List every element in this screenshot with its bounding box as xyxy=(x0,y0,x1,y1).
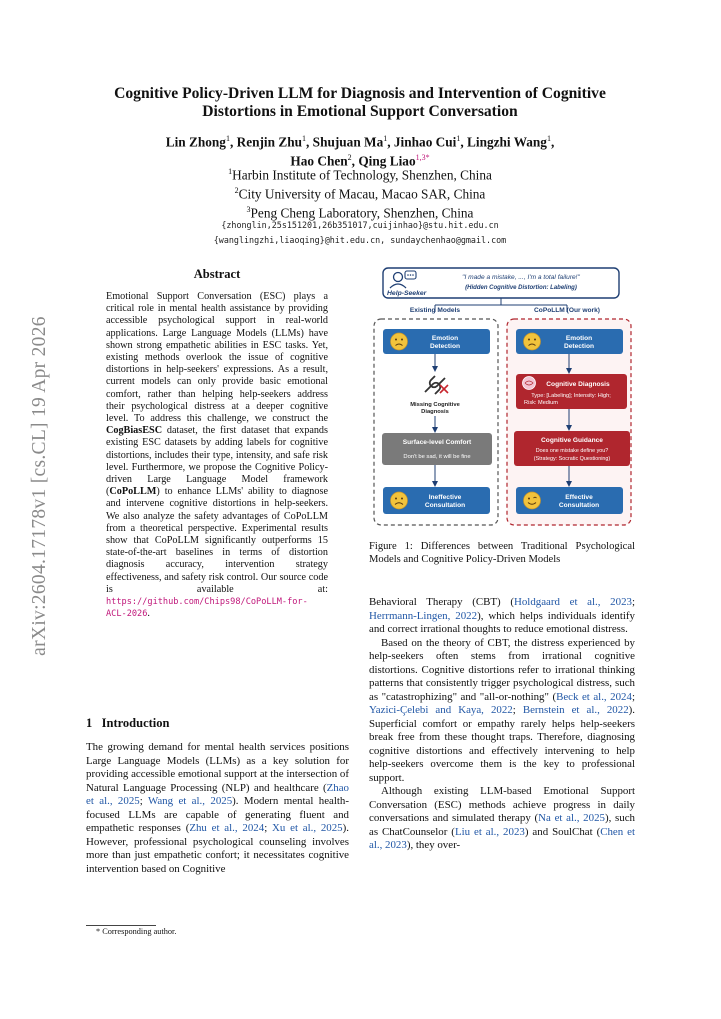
citation-link[interactable]: Wang et al., 2025 xyxy=(147,795,233,807)
sad-face-icon xyxy=(524,333,541,350)
author: Qing Liao xyxy=(358,153,416,169)
cognitive-guidance-question: Does one mistake define you? xyxy=(535,448,609,454)
ineffective-consultation-text: Ineffective Consultation xyxy=(424,494,466,509)
citation-link[interactable]: Bernstein et al., 2022 xyxy=(522,704,629,716)
affiliation: $^1$Harbin Institute of Technology, Shenzhen, China xyxy=(228,167,492,183)
intro-right-column: Behavioral Therapy (CBT) (Holdgaard et al., 2023; Herrmann-Lingen, 2022), which helps individuals identify and correct irrational thoughts to reduce emotional distress. Based on the theory of CBT, the distress experienced by help-seekers often stems from irrational cognitive distortions. Cognitive distortions refer to irrational thinking patterns that consistently trigger psychological distress, such as "catastrophizing" and "all-or-nothing" (Beck et al., 2024; Yazici-Çelebi and Kaya, 2022; Bernstein et al., 2022). Superficial comfort or empathy rarely helps help-seekers break free from these thought traps. Therefore, diagnosing cognitive distortions and effectively intervening to help help-seekers overcome them is the key to professional support. Although existing LLM-based Emotional Support Conversation (ESC) methods achieve progress in daily conversations and simulated therapy (Na et al., 2025), such as ChatCounselor (Liu et al., 2023) and SoulChat (Chen et al., 2023), they over- xyxy=(369,596,636,851)
brain-icon xyxy=(523,377,536,390)
citation-link[interactable]: Zhu et al., 2024 xyxy=(189,822,265,834)
copollm-label: CoPoLLM (Our work) xyxy=(534,307,600,314)
title-line-1: Cognitive Policy-Driven LLM for Diagnosis and Intervention of Cognitive xyxy=(114,85,606,102)
broken-link-icon xyxy=(425,376,448,394)
effective-consultation-text: Effective Consultation xyxy=(558,494,600,509)
authors-line-1: Lin Zhong$^1$, Renjin Zhu$^1$, Shujuan Ma$^1$, Jinhao Cui$^1$, Lingzhi Wang$^1$, xyxy=(165,134,555,150)
author: Jinhao Cui xyxy=(393,134,457,150)
authors-line-2: Hao Chen$^2$, Qing Liao$^{1,3*}$ xyxy=(290,153,430,169)
citation-link[interactable]: Zhao et al., 2025 xyxy=(86,781,349,807)
author: Lin Zhong xyxy=(165,134,226,150)
author-emails: {zhonglin,25s151201,26b351017,cuijinhao}@stu.hit.edu.cn {wanglingzhi,liaoqing}@hit.edu.cn, sundaychenhao@gmail.com xyxy=(213,220,507,245)
affiliations xyxy=(80,164,640,221)
missing-diagnosis-label: Missing Cognitive Diagnosis xyxy=(410,402,460,415)
emotion-detection-text-right: Emotion Detection xyxy=(563,335,595,350)
citation-link[interactable]: Chen et al., 2023 xyxy=(369,825,635,851)
existing-models-label: Existing Models xyxy=(409,307,461,314)
citation-link[interactable]: Na et al., 2025 xyxy=(538,812,605,824)
section-heading-introduction: 1 Introduction xyxy=(86,716,170,730)
hidden-distortion-label: (Hidden Cognitive Distortion: Labeling) xyxy=(465,285,577,291)
intro-left-column: The growing demand for mental health services positions Large Language Models (LLMs) as a key solution for providing accessible emotional support at the intersection of Natural Language Processing (NLP) and healthcare (Zhao et al., 2025; Wang et al., 2025). Modern mental health-focused LLMs are capable of generating fluent and empathetic responses (Zhu et al., 2024; Xu et al., 2025). However, professional psychological counseling involves more than just empathetic confort; it necessitates cognitive intervention based on Cognitive xyxy=(86,741,349,875)
smile-face-icon xyxy=(524,492,541,509)
source-code-link[interactable]: https://github.com/Chips98/CoPoLLM-for-ACL-2026 xyxy=(106,597,308,620)
author: Lingzhi Wang xyxy=(467,134,547,150)
surface-comfort-box xyxy=(382,433,492,465)
worried-face-icon xyxy=(391,492,408,509)
figure-1 xyxy=(369,265,635,527)
citation-link[interactable]: Yazici-Çelebi and Kaya, 2022 xyxy=(369,704,513,716)
affiliation: $^3$Peng Cheng Laboratory, Shenzhen, China xyxy=(246,204,474,221)
abstract-heading: Abstract xyxy=(193,267,241,281)
seeker-quote: "I made a mistake, ..., I'm a total failure!" xyxy=(462,274,580,281)
citation-link[interactable]: Herrmann-Lingen, 2022 xyxy=(369,609,478,622)
affiliation: $^2$City University of Macau, Macao SAR, China xyxy=(234,185,486,202)
cognitive-diagnosis-text: Type: [Labeling]; Intensity: High; Risk: Medium xyxy=(524,393,611,406)
emotion-detection-text-left: Emotion Detection xyxy=(429,335,461,350)
author: Hao Chen xyxy=(290,153,348,169)
surface-comfort-title: Surface-level Comfort xyxy=(402,439,472,446)
footnote-rule xyxy=(86,925,156,926)
citation-link[interactable]: Xu et al., 2025 xyxy=(272,822,343,834)
figure-caption: Figure 1: Differences between Traditional Psychological Models and Cognitive Policy-Driven Models xyxy=(369,541,635,565)
citation-link[interactable]: Liu et al., 2023 xyxy=(454,825,525,838)
citation-link[interactable]: Beck et al., 2024 xyxy=(556,690,632,703)
figure-diagram xyxy=(369,265,635,527)
paper-title xyxy=(80,85,640,121)
cognitive-diagnosis-title: Cognitive Diagnosis xyxy=(546,381,610,388)
arxiv-stamp: arXiv:2604.17178v1 [cs.CL] 19 Apr 2026 xyxy=(29,316,50,656)
author: Renjin Zhu xyxy=(236,134,303,150)
abstract-body: Emotional Support Conversation (ESC) plays a critical role in mental health assistance by providing accessible psychological support in real-world applications. Large Language Models (LLMs) have shown strong empathetic abilities in ESC tasks. Yet, existing methods overlook the issue of cognitive distortions in help-seekers' expressions. As a result, current models can only provide basic emotional comfort, rather than helping help-seekers address their psychological distress at a deeper cognitive level. To address this challenge, we construct the CogBiasESC dataset, the first dataset that expands existing ESC datasets by adding labels for cognitive distortions, includes their type, intensity, and safe risk level. Furthermore, we propose the Cognitive Policy-driven Large Language Model framework (CoPoLLM) to enhance LLMs' ability to diagnose and intervene cognitive distortions in help-seekers. We also analyze the safety advantages of CoPoLLM from a theoretical perspective. Experimental results show that CoPoLLM significantly outperforms 15 state-of-the-art baselines in terms of distortion diagnosis accuracy, intervention strategy effectiveness, and safety risk control. Our source code is available at: https://github.com/Chips98/CoPoLLM-for-ACL-2026. xyxy=(106,291,328,620)
footnote: * Corresponding author. xyxy=(96,927,177,936)
cognitive-guidance-strategy: (Strategy: Socratic Questioning) xyxy=(533,456,611,462)
cognitive-guidance-title: Cognitive Guidance xyxy=(541,437,603,444)
author: Shujuan Ma xyxy=(312,134,384,150)
surface-comfort-text: Don't be sad, it will be fine xyxy=(403,454,471,460)
title-line-2: Distortions in Emotional Support Conversation xyxy=(202,103,518,120)
citation-link[interactable]: Holdgaard et al., 2023 xyxy=(513,596,632,608)
sad-face-icon xyxy=(391,333,408,350)
help-seeker-label: Help-Seeker xyxy=(387,290,427,297)
